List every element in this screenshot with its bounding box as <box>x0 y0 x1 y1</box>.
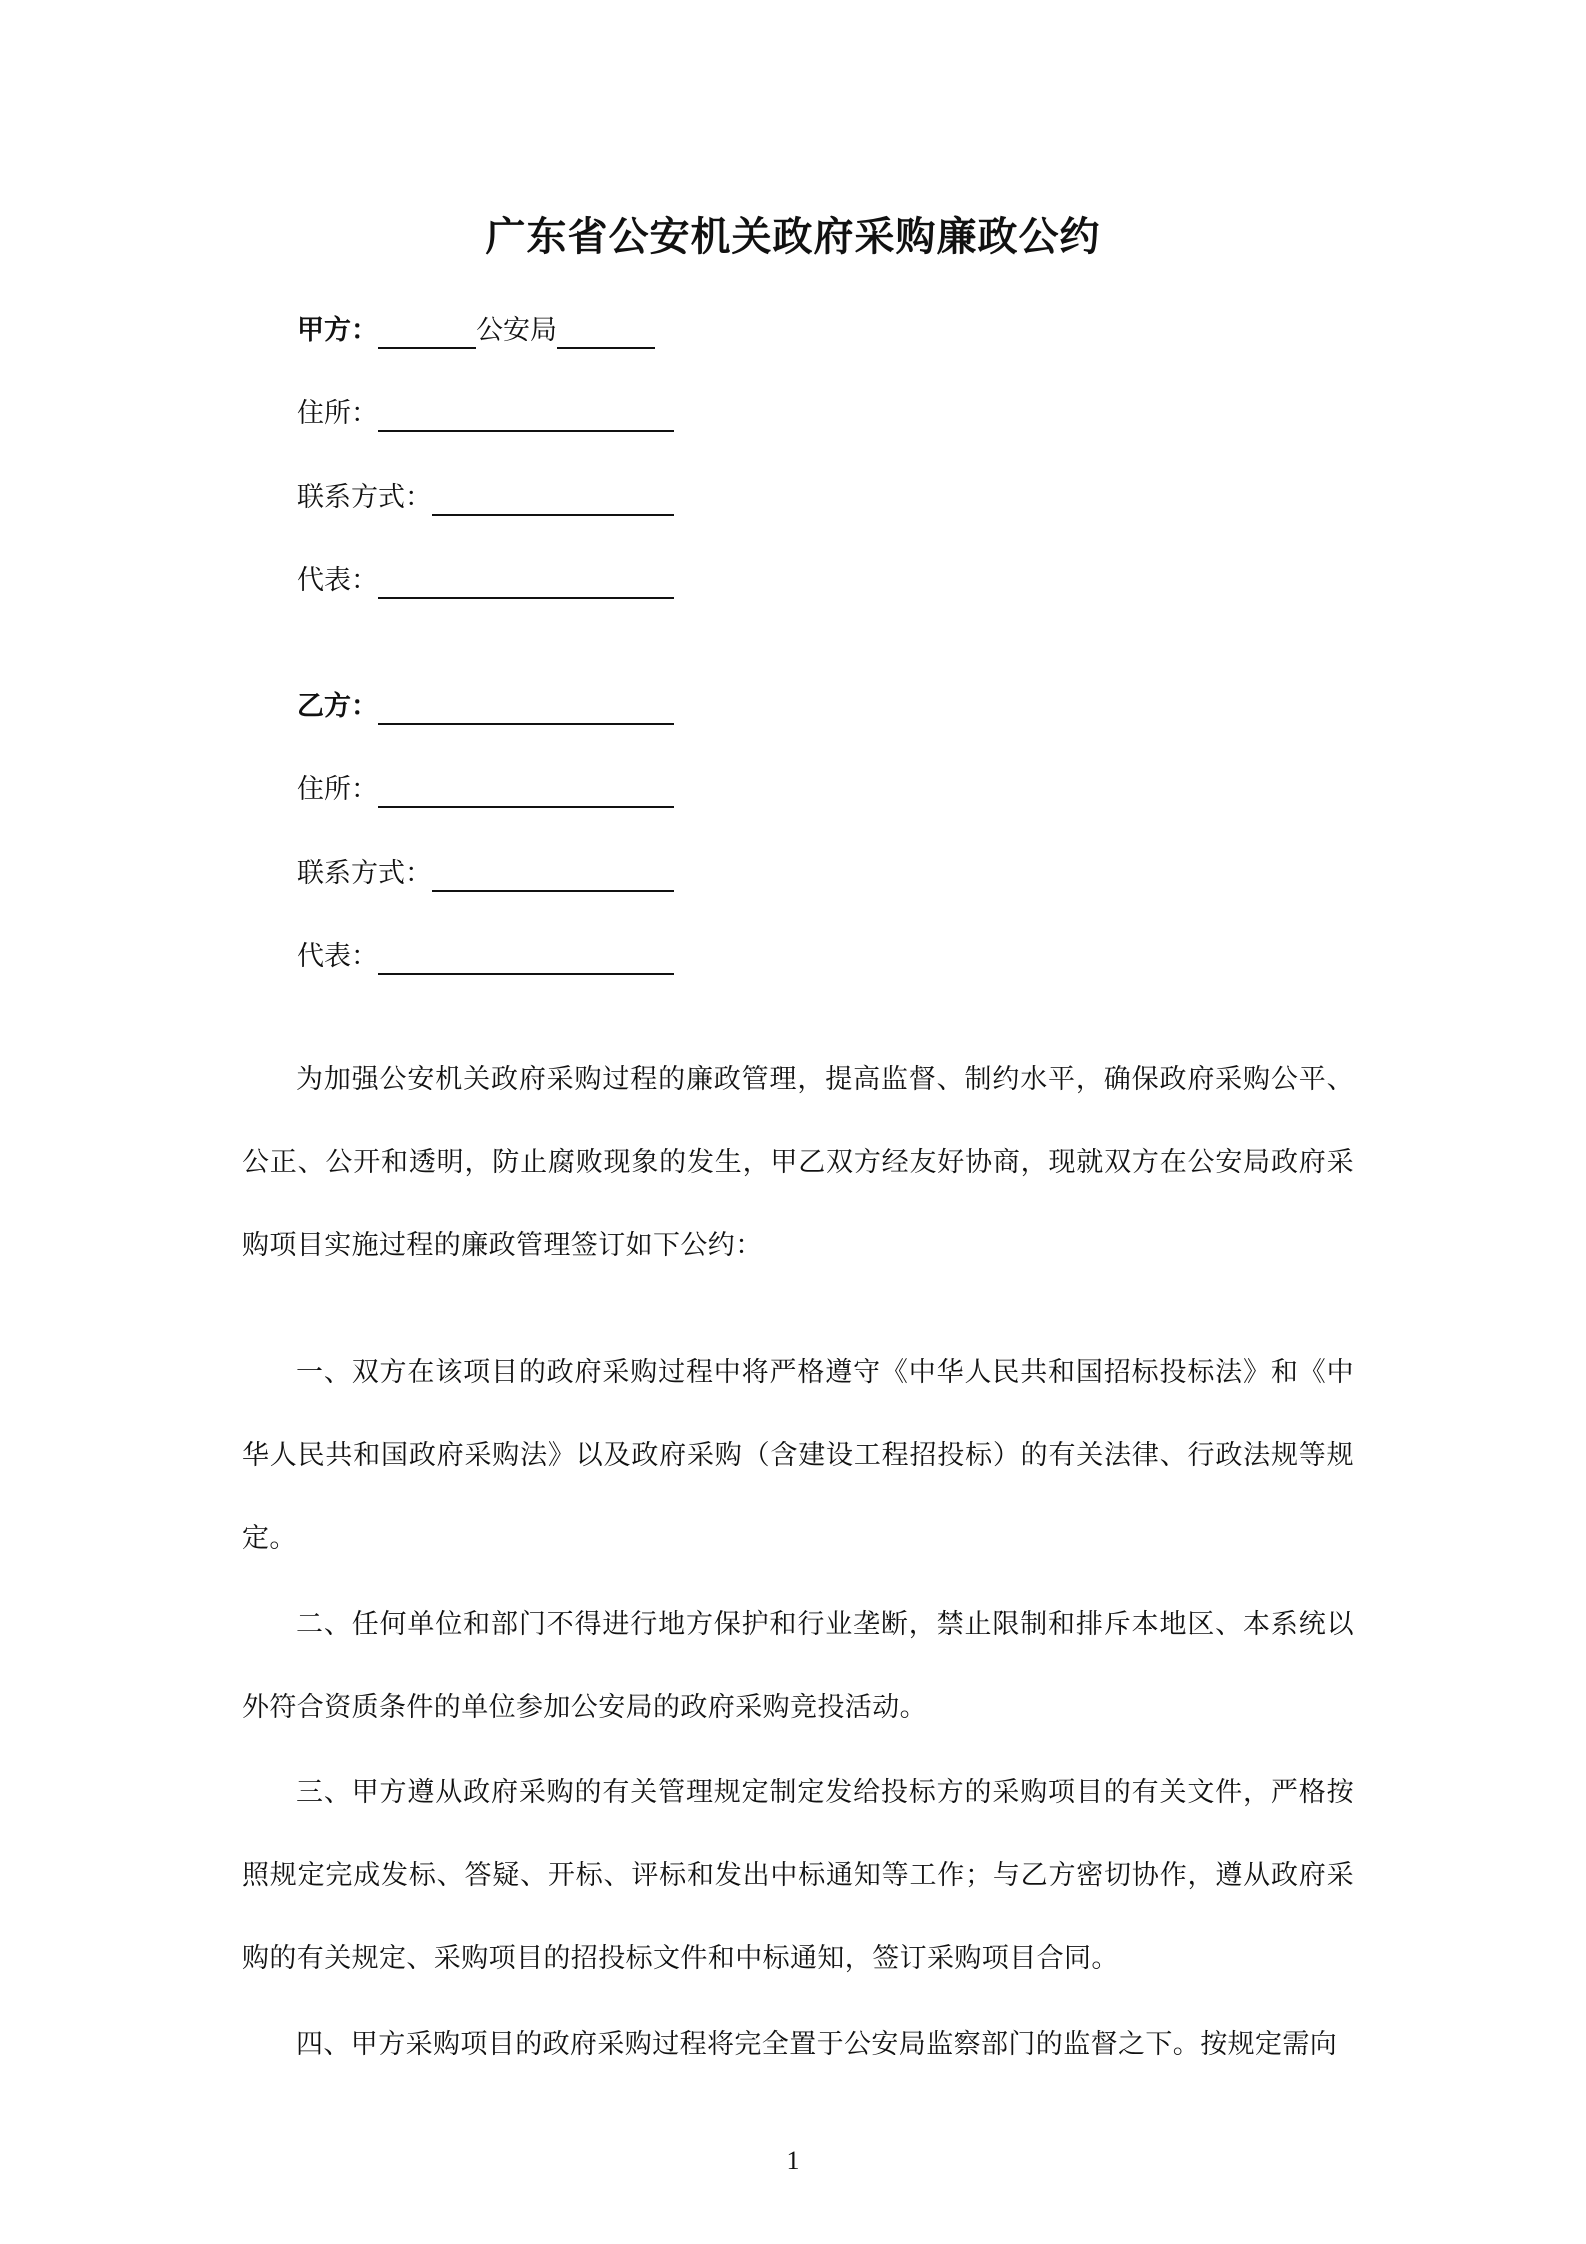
party-b-blank <box>378 687 674 725</box>
party-a-address-label: 住所： <box>297 398 378 429</box>
party-a-representative-label: 代表： <box>297 565 378 596</box>
party-b-label: 乙方： <box>297 691 378 722</box>
clause-3-paragraph: 三、甲方遵从政府采购的有关管理规定制定发给投标方的采购项目的有关文件，严格按照规定完成发标、答疑、开标、评标和发出中标通知等工作；与乙方密切协作，遵从政府采购的有关规定、采购项目的招投标文件和中标通知，签订采购项目合同。 <box>242 1777 1354 1974</box>
intro-paragraph: 为加强公安机关政府采购过程的廉政管理，提高监督、制约水平，确保政府采购公平、公正、公开和透明，防止腐败现象的发生，甲乙双方经友好协商，现就双方在公安局政府采购项目实施过程的廉政管理签订如下公约： <box>242 1064 1354 1261</box>
party-a-contact-blank <box>432 478 674 516</box>
party-b-contact-blank <box>432 854 674 892</box>
party-a-representative-blank <box>378 561 674 599</box>
party-a-address-field <box>297 388 674 434</box>
party-a-representative-field <box>297 555 674 601</box>
page-number: 1 <box>786 2146 800 2175</box>
party-b-contact-label: 联系方式： <box>297 858 432 889</box>
clause-2-paragraph: 二、任何单位和部门不得进行地方保护和行业垄断，禁止限制和排斥本地区、本系统以外符合资质条件的单位参加公安局的政府采购竞投活动。 <box>242 1609 1354 1723</box>
document-title: 广东省公安机关政府采购廉政公约 <box>485 214 1101 260</box>
party-a-contact-field <box>297 472 674 518</box>
party-a-label: 甲方： <box>297 315 378 346</box>
clause-1-paragraph: 一、双方在该项目的政府采购过程中将严格遵守《中华人民共和国招标投标法》和《中华人民共和国政府采购法》以及政府采购（含建设工程招投标）的有关法律、行政法规等规定。 <box>242 1357 1354 1554</box>
party-a-contact-label: 联系方式： <box>297 482 432 513</box>
party-b-address-label: 住所： <box>297 774 378 805</box>
party-b-representative-blank <box>378 937 674 975</box>
party-a-address-blank <box>378 394 674 432</box>
party-a-value: 公安局 <box>476 315 557 346</box>
party-b-address-field <box>297 764 674 810</box>
party-b-contact-field <box>297 848 674 894</box>
party-b-representative-field <box>297 931 674 977</box>
party-b-field <box>297 681 674 727</box>
party-b-representative-label: 代表： <box>297 941 378 972</box>
party-b-address-blank <box>378 770 674 808</box>
party-a-field <box>297 305 655 351</box>
party-a-blank-left <box>378 311 476 349</box>
clause-4-paragraph: 四、甲方采购项目的政府采购过程将完全置于公安局监察部门的监督之下。按规定需向 <box>296 2029 1338 2060</box>
party-a-blank-right <box>557 311 655 349</box>
